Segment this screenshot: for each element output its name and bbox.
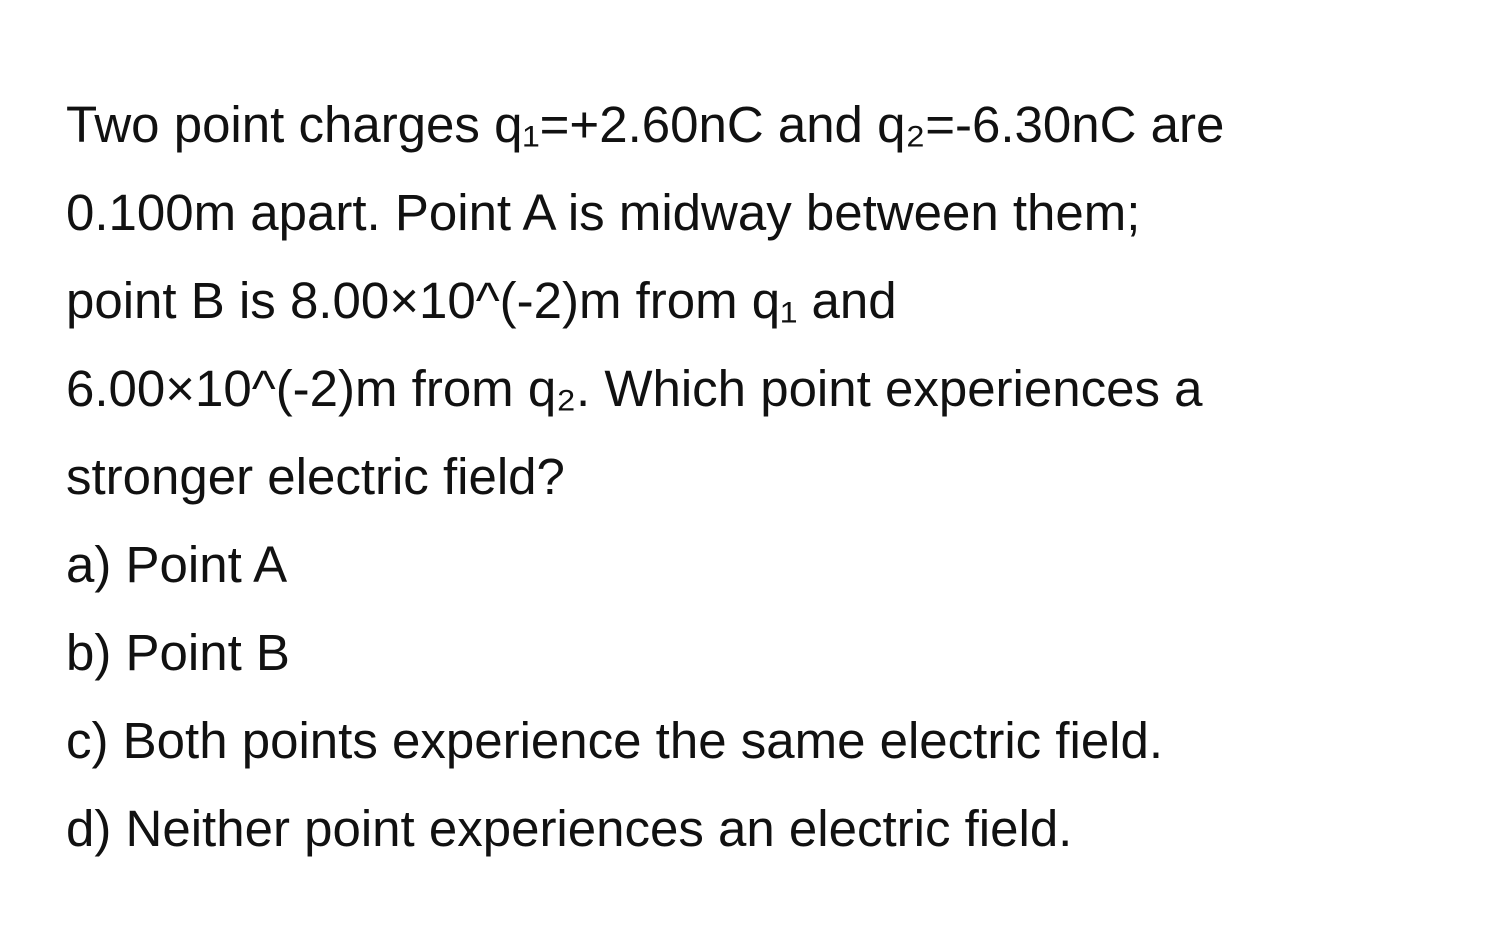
option-b: b) Point B: [66, 624, 290, 681]
question-block: [66, 0, 1466, 873]
question-line-5: stronger electric field?: [66, 448, 565, 505]
question-line-1: Two point charges q₁=+2.60nC and q₂=-6.30nC are: [66, 96, 1225, 153]
question-line-2: 0.100m apart. Point A is midway between them;: [66, 184, 1141, 241]
question-line-3: point B is 8.00×10^(-2)m from q₁ and: [66, 272, 897, 329]
option-a: a) Point A: [66, 536, 288, 593]
question-line-4: 6.00×10^(-2)m from q₂. Which point experiences a: [66, 360, 1203, 417]
option-d: d) Neither point experiences an electric field.: [66, 800, 1073, 857]
option-c: c) Both points experience the same electric field.: [66, 712, 1164, 769]
